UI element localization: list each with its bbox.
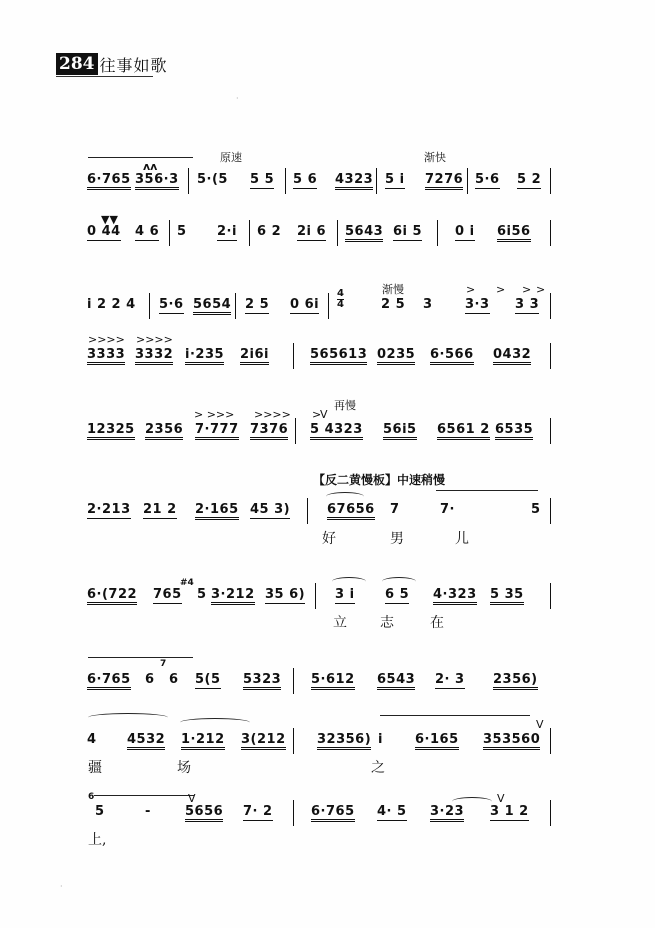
slur-line [332, 577, 366, 586]
note-group: 356·3 [135, 172, 179, 190]
note-group: 6·566 [430, 347, 474, 365]
note-group: 5 i [385, 172, 405, 187]
scan-speck: · [236, 94, 239, 103]
lyric-char: 男 [390, 531, 404, 547]
score-line-5 [85, 422, 560, 444]
note-group: 6·165 [415, 732, 459, 750]
mordent-icon: ʌʌ [143, 160, 158, 173]
note-group: 1·212 [181, 732, 225, 750]
note-group: 7 [390, 502, 400, 517]
note-group: 0 i [455, 224, 475, 239]
sharp-icon: #4 [180, 578, 194, 588]
note-group: 6543 [377, 672, 415, 690]
lyric-char: 志 [380, 615, 394, 631]
note-group: 5·6 [475, 172, 500, 187]
lyric-char: 立 [333, 615, 347, 631]
note-group: 6·765 [87, 672, 131, 690]
note-group: 4· 5 [377, 804, 407, 819]
barline [550, 220, 551, 246]
barline [550, 498, 551, 524]
barline [337, 220, 338, 246]
note-group: 5·6 [159, 297, 184, 312]
note-group: 35 6) [265, 587, 306, 602]
note-group: 5654 [193, 297, 231, 315]
lyric-char: 在 [430, 615, 444, 631]
note-group: 2·165 [195, 502, 239, 520]
barline [293, 668, 294, 694]
accent-icon: > [522, 283, 532, 296]
barline [550, 168, 551, 194]
barline [550, 343, 551, 369]
accent-icon: > >>> [194, 408, 235, 421]
barline [293, 728, 294, 754]
score-line-6 [85, 502, 560, 524]
score-line-8 [85, 672, 560, 694]
note-group: 3 3 [515, 297, 540, 312]
barline [293, 800, 294, 826]
breath-v-icon: V [188, 792, 196, 805]
note-group: 6i56 [497, 224, 531, 242]
book-title: 往事如歌 [99, 55, 168, 75]
time-sig-top: 4 [337, 288, 345, 299]
slur-line [88, 157, 193, 158]
note-group: 5323 [243, 672, 281, 690]
note-group: 7· [440, 502, 455, 517]
barline [550, 583, 551, 609]
note-group: 7·777 [195, 422, 239, 440]
note-group: 56i5 [383, 422, 417, 440]
score-line-7 [85, 587, 560, 609]
breath-v-icon: V [497, 792, 505, 805]
barline [376, 168, 377, 194]
note-group: 21 2 [143, 502, 177, 517]
breath-v-icon: V [320, 408, 328, 421]
note-group: 5 6 [293, 172, 318, 187]
accent-icon: >>>> [88, 333, 125, 346]
time-signature [337, 289, 344, 310]
note-group: 0 6i [290, 297, 320, 312]
accent-icon: > [312, 408, 322, 421]
accent-icon: > [496, 283, 506, 296]
note-group: 3·3 [465, 297, 490, 312]
note-group: 6·765 [311, 804, 355, 822]
note-group: 2i 6 [297, 224, 327, 239]
barline [550, 800, 551, 826]
score-line-2 [85, 224, 560, 246]
note-group: 6 [169, 672, 179, 687]
note-group: 4323 [335, 172, 373, 190]
note-group: 6·765 [87, 172, 131, 190]
note-group: 3(212 [241, 732, 286, 750]
note-group: 4 [87, 732, 97, 747]
note-group: 3 [423, 297, 433, 312]
barline [467, 168, 468, 194]
time-sig-bottom: 4 [337, 299, 345, 310]
barline [550, 418, 551, 444]
header-rule [56, 76, 153, 77]
note-group: 5 5 [250, 172, 275, 187]
note-group: 6 5 [385, 587, 410, 602]
lyric-char: 疆 [88, 760, 102, 776]
accent-icon: >>>> [136, 333, 173, 346]
barline [550, 293, 551, 319]
accent-icon: ▼▼ [101, 213, 118, 226]
note-group: 5 [95, 804, 105, 819]
note-group: 7376 [250, 422, 288, 440]
accent-icon: > [466, 283, 476, 296]
barline [169, 220, 170, 246]
tempo-jiankuai: 渐快 [424, 151, 446, 164]
note-group: 5 [531, 502, 541, 517]
tempo-zaiman: 再慢 [334, 399, 356, 412]
barline [307, 498, 308, 524]
note-group: 6561 2 [437, 422, 490, 440]
page-number: 284 [56, 53, 98, 75]
note-group: 0 44 [87, 224, 121, 239]
note-group: 3 i [335, 587, 355, 602]
note-group: 3·212 [211, 587, 255, 605]
note-group: 2· 3 [435, 672, 465, 687]
score-line-4 [85, 347, 560, 369]
note-group: 353560 [483, 732, 540, 750]
accent-icon: >>>> [254, 408, 291, 421]
note-group: 765 [153, 587, 182, 602]
note-group: 0432 [493, 347, 531, 365]
slur-line [180, 718, 250, 727]
note-group: i 2 2 4 [87, 297, 136, 312]
barline [315, 583, 316, 609]
barline [328, 293, 329, 319]
note-group: 45 3) [250, 502, 291, 517]
note-group: 2·i [217, 224, 237, 239]
barline [437, 220, 438, 246]
note-group: 5·612 [311, 672, 355, 690]
lyric-char: 之 [371, 760, 385, 776]
note-group: 5656 [185, 804, 223, 822]
note-group: 5 [177, 224, 187, 239]
note-group: i [378, 732, 383, 747]
note-group: 2i6i [240, 347, 269, 365]
grace-note: 6 [88, 792, 95, 802]
score-line-1 [85, 172, 560, 194]
note-group: 6535 [495, 422, 533, 440]
note-group: 2356) [493, 672, 538, 690]
page-header [56, 52, 168, 76]
barline [285, 168, 286, 194]
barline [550, 728, 551, 754]
barline [235, 293, 236, 319]
note-group: 5643 [345, 224, 383, 242]
note-group: - [145, 804, 151, 819]
accent-icon: > [536, 283, 546, 296]
note-group: 2 5 [245, 297, 270, 312]
slur-line [436, 490, 538, 491]
tempo-yuansu: 原速 [220, 151, 242, 164]
barline [188, 168, 189, 194]
note-group: 5 2 [517, 172, 542, 187]
note-group: 4 6 [135, 224, 160, 239]
note-group: 67656 [327, 502, 375, 520]
note-group: 0235 [377, 347, 415, 365]
slur-line [94, 795, 194, 796]
note-group: 6 [145, 672, 155, 687]
slur-line [382, 577, 416, 586]
note-group: 5 35 [490, 587, 524, 605]
tempo-jianman: 渐慢 [382, 283, 404, 296]
note-group: 5(5 [195, 672, 221, 687]
section-heading: 【反二黄慢板】中速稍慢 [313, 473, 446, 487]
note-group: 2 5 [381, 297, 406, 312]
note-group: 6 2 [257, 224, 282, 239]
slur-line [326, 492, 364, 501]
note-group: 2356 [145, 422, 183, 440]
note-group: 3333 [87, 347, 125, 365]
note-group: 7276 [425, 172, 463, 190]
scan-speck: · [60, 882, 63, 891]
note-group: 6·(722 [87, 587, 137, 605]
barline [249, 220, 250, 246]
note-group: 565613 [310, 347, 367, 365]
score-line-10 [85, 804, 560, 826]
note-group: 2·213 [87, 502, 131, 517]
slur-line [88, 713, 168, 722]
grace-note: 7 [160, 659, 167, 669]
note-group: 4532 [127, 732, 165, 750]
slur-line [380, 715, 530, 716]
note-group: 5·(5 [197, 172, 228, 187]
note-group: 32356) [317, 732, 371, 750]
barline [293, 343, 294, 369]
note-group: 5 [197, 587, 207, 602]
barline [295, 418, 296, 444]
note-group: 7· 2 [243, 804, 273, 819]
note-group: 3332 [135, 347, 173, 365]
note-group: 12325 [87, 422, 135, 440]
note-group: 3·23 [430, 804, 464, 822]
breath-v-icon: V [536, 718, 544, 731]
slur-line [88, 657, 193, 658]
note-group: 6i 5 [393, 224, 423, 239]
lyric-char: 场 [177, 760, 191, 776]
score-line-9 [85, 732, 560, 754]
lyric-char: 上, [88, 832, 107, 848]
lyric-char: 好 [322, 531, 336, 547]
note-group: 3 1 2 [490, 804, 529, 819]
lyric-char: 儿 [455, 531, 469, 547]
note-group: 5 4323 [310, 422, 363, 440]
note-group: 4·323 [433, 587, 477, 605]
barline [149, 293, 150, 319]
note-group: i·235 [185, 347, 224, 365]
